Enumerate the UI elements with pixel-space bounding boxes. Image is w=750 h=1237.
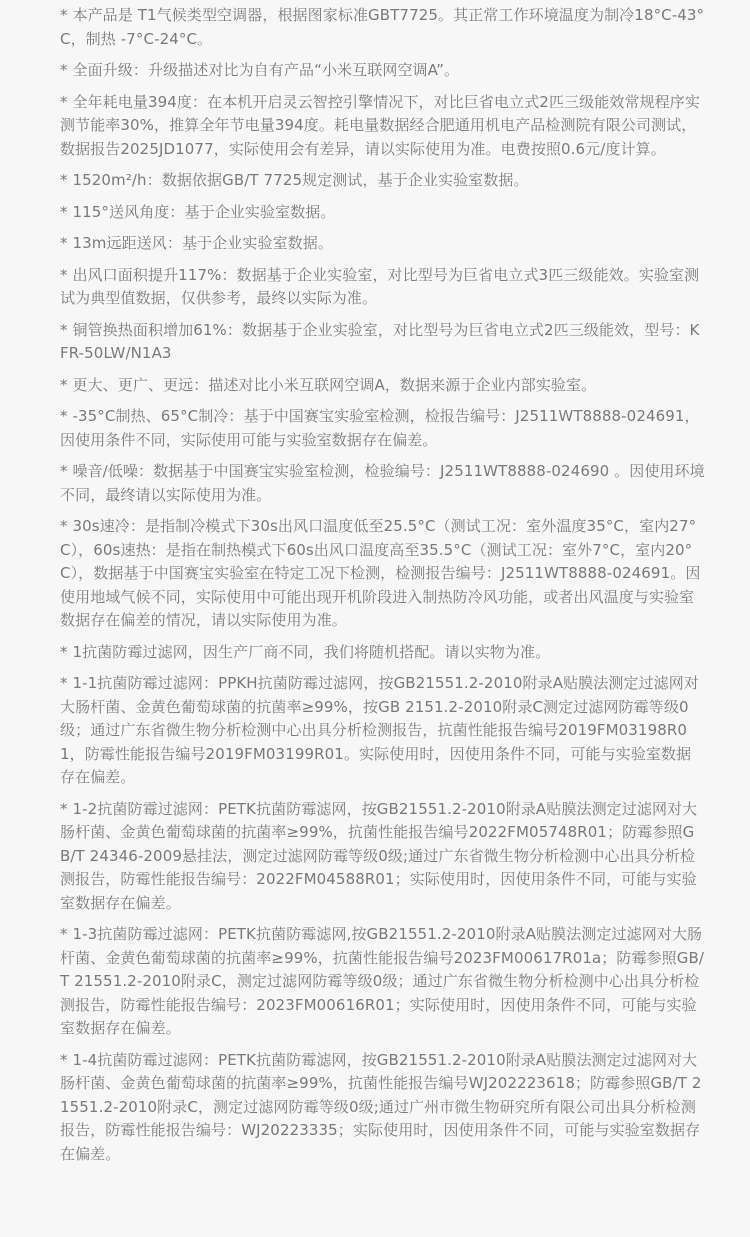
disclaimer-item-bigger-wider: * 更大、更广、更远：描述对比小米互联网空调A，数据来源于企业内部实验室。 <box>60 375 597 394</box>
disclaimer-item-fast-cooling: * 30s速冷：是指制冷模式下30s出风口温度低至25.5°C（测试工况：室外温度35°C，室内27°C），60s速热：是指在制热模式下60s出风口温度高至35.5°C（测试工况：室外7°C，室内20°C），数据基于中国赛宝实验室在特定工况下检测，检测报告编号：J2511WT8888-024691。因使用地域气候不同，实际使用中可能出现开机阶段进入制热防冷风功能，或者出风温度与实验室数据存在偏差的情况，请以实际使用为准。 <box>60 517 701 629</box>
disclaimer-item-noise: * 噪音/低噪：数据基于中国赛宝实验室检测，检验编号：J2511WT8888-024690 。因使用环境不同，最终请以实际使用为准。 <box>60 462 705 504</box>
disclaimer-item-copper-pipe: * 铜管换热面积增加61%：数据基于企业实验室，对比型号为巨省电立式2匹三级能效，型号：KFR-50LW/N1A3 <box>60 320 700 362</box>
disclaimer-item-outlet-area: * 出风口面积提升117%：数据基于企业实验室，对比型号为巨省电立式3匹三级能效。实验室测试为典型值数据，仅供参考，最终以实际为准。 <box>60 265 700 307</box>
disclaimer-item-filter-1-3: * 1-3抗菌防霉过滤网：PETK抗菌防霉滤网,按GB21551.2-2010附录A贴膜法测定过滤网对大肠杆菌、金黄色葡萄球菌的抗菌率≥99%，抗菌性能报告编号2023FM00617R01a；防霉参照GB/T 21551.2-2010附录C，测定过滤网防霉等级0级；通过广东省微生物分析检测中心出具分析检测报告，防霉性能报告编号：2023FM00616R01；实际使用时，因使用条件不同，可能与实验室数据存在偏差。 <box>60 925 705 1037</box>
disclaimer-item-filter-1-2: * 1-2抗菌防霉过滤网：PETK抗菌防霉滤网，按GB21551.2-2010附录A贴膜法测定过滤网对大肠杆菌、金黄色葡萄球菌的抗菌率≥99%，抗菌性能报告编号2022FM05748R01；防霉参照GB/T 24346-2009悬挂法，测定过滤网防霉等级0级;通过广东省微生物分析检测中心出具分析检测报告，防霉性能报告编号：2022FM04588R01；实际使用时，因使用条件不同，可能与实验室数据存在偏差。 <box>60 799 698 912</box>
disclaimer-item-filter-1-4: * 1-4抗菌防霉过滤网：PETK抗菌防霉滤网，按GB21551.2-2010附录A贴膜法测定过滤网对大肠杆菌、金黄色葡萄球菌的抗菌率≥99%，抗菌性能报告编号WJ202223618；防霉参照GB/T 21551.2-2010附录C，测定过滤网防霉等级0级;通过广州市微生物研究所有限公司出具分析检测报告，防霉性能报告编号：WJ20223335；实际使用时，因使用条件不同，可能与实验室数据存在偏差。 <box>60 1050 702 1163</box>
disclaimer-item-air-angle: * 115°送风角度：基于企业实验室数据。 <box>60 202 336 221</box>
disclaimer-item-airflow: * 1520m²/h：数据依据GB/T 7725规定测试，基于企业实验室数据。 <box>60 171 529 189</box>
disclaimer-item-temperature-range: * -35°C制热、65°C制冷：基于中国赛宝实验室检测，检报告编号：J2511WT8888-024691，因使用条件不同，实际使用可能与实验室数据存在偏差。 <box>60 407 700 449</box>
disclaimer-item-distance: * 13m远距送风：基于企业实验室数据。 <box>60 234 333 252</box>
disclaimer-item-upgrade: * 全面升级：升级描述对比为自有产品“小米互联网空调A”。 <box>60 61 460 79</box>
disclaimer-item-filter-1-1: * 1-1抗菌防霉过滤网：PPKH抗菌防霉过滤网，按GB21551.2-2010附录A贴膜法测定过滤网对大肠杆菌、金黄色葡萄球菌的抗菌率≥99%，按GB 2151.2-2010附录C测定过滤网防霉等级0级；通过广东省微生物分析检测中心出具分析检测报告，抗菌性能报告编号2019FM03198R01，防霉性能报告编号2019FM03199R01。实际使用时，因使用条件不同，可能与实验室数据存在偏差。 <box>60 674 699 786</box>
disclaimer-item-filter-general: * 1抗菌防霉过滤网，因生产厂商不同，我们将随机搭配。请以实物为准。 <box>60 642 551 661</box>
disclaimer-item-climate-type: * 本产品是 T1气候类型空调器，根据图家标准GBT7725。其正常工作环境温度为制冷18°C-43°C，制热 -7°C-24°C。 <box>60 6 705 48</box>
disclaimer-item-annual-power: * 全年耗电量394度：在本机开启灵云智控引擎情况下，对比巨省电立式2匹三级能效常规程序实测节能率30%，推算全年节电量394度。耗电量数据经合肥通用机电产品检测院有限公司测试，数据报告2025JD1077，实际使用会有差异，请以实际使用为准。电费按照0.6元/度计算。 <box>60 92 700 158</box>
